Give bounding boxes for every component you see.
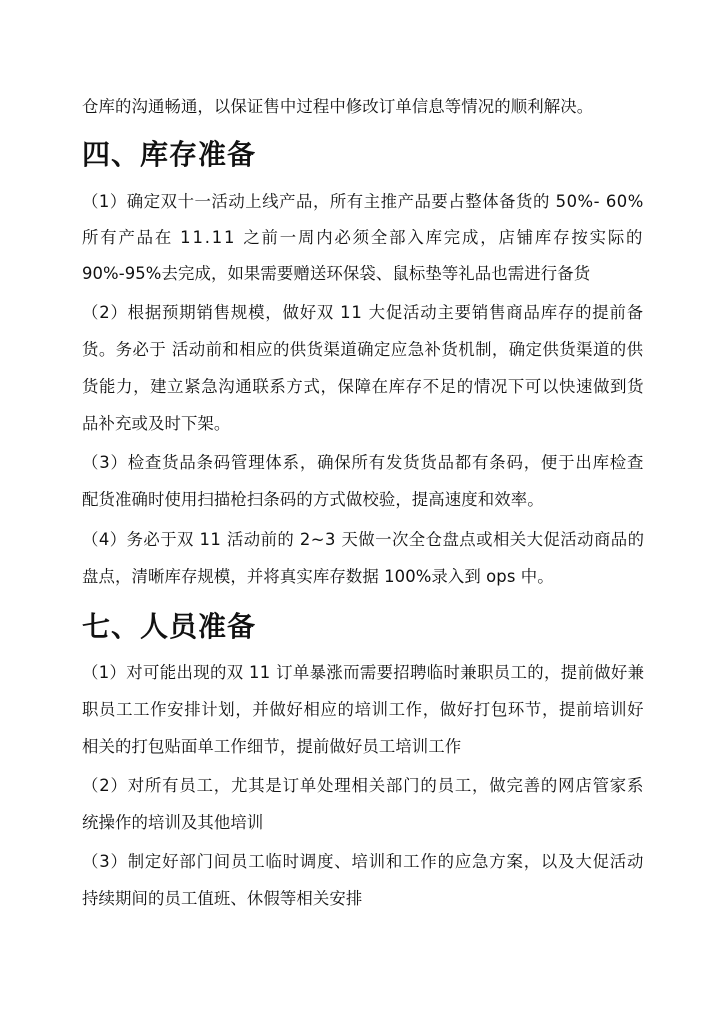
paragraph-line: 货能力，建立紧急沟通联系方式，保障在库存不足的情况下可以快速做到货 — [82, 377, 645, 396]
paragraph-line: 配货准确时使用扫描枪扫条码的方式做校验，提高速度和效率。 — [82, 490, 544, 509]
paragraph-line: （3）检查货品条码管理体系，确保所有发货货品都有条码，便于出库检查 — [82, 453, 645, 472]
section-heading: 四、库存准备 — [82, 138, 257, 171]
paragraph-line: 仓库的沟通畅通，以保证售中过程中修改订单信息等情况的顺利解决。 — [82, 97, 594, 116]
paragraph-line: 持续期间的员工值班、休假等相关安排 — [82, 889, 363, 908]
paragraph-line: （1）确定双十一活动上线产品，所有主推产品要占整体备货的 50%- 60% — [82, 192, 644, 211]
paragraph-line: （1）对可能出现的双 11 订单暴涨而需要招聘临时兼职员工的，提前做好兼 — [82, 663, 645, 682]
paragraph-line: （3）制定好部门间员工临时调度、培训和工作的应急方案，以及大促活动 — [82, 852, 645, 871]
paragraph-line: （2）根据预期销售规模，做好双 11 大促活动主要销售商品库存的提前备 — [82, 303, 644, 322]
paragraph-line: 盘点，清晰库存规模，并将真实库存数据 100%录入到 ops 中。 — [82, 567, 554, 586]
paragraph-line: 90%-95%去完成，如果需要赠送环保袋、鼠标垫等礼品也需进行备货 — [82, 264, 591, 283]
paragraph-line: （4）务必于双 11 活动前的 2~3 天做一次全仓盘点或相关大促活动商品的 — [82, 530, 645, 549]
paragraph-line: 所有产品在 11.11 之前一周内必须全部入库完成，店铺库存按实际的 — [82, 228, 645, 247]
paragraph-line: 职员工工作安排计划，并做好相应的培训工作，做好打包环节，提前培训好 — [82, 700, 645, 719]
paragraph-line: （2）对所有员工，尤其是订单处理相关部门的员工，做完善的网店管家系 — [82, 776, 645, 795]
paragraph-line: 货。务必于 活动前和相应的供货渠道确定应急补货机制，确定供货渠道的供 — [82, 340, 644, 359]
paragraph-line: 统操作的培训及其他培训 — [82, 813, 264, 832]
paragraph-line: 品补充或及时下架。 — [82, 414, 231, 433]
section-heading: 七、人员准备 — [82, 610, 257, 643]
paragraph-line: 相关的打包贴面单工作细节，提前做好员工培训工作 — [82, 737, 462, 756]
